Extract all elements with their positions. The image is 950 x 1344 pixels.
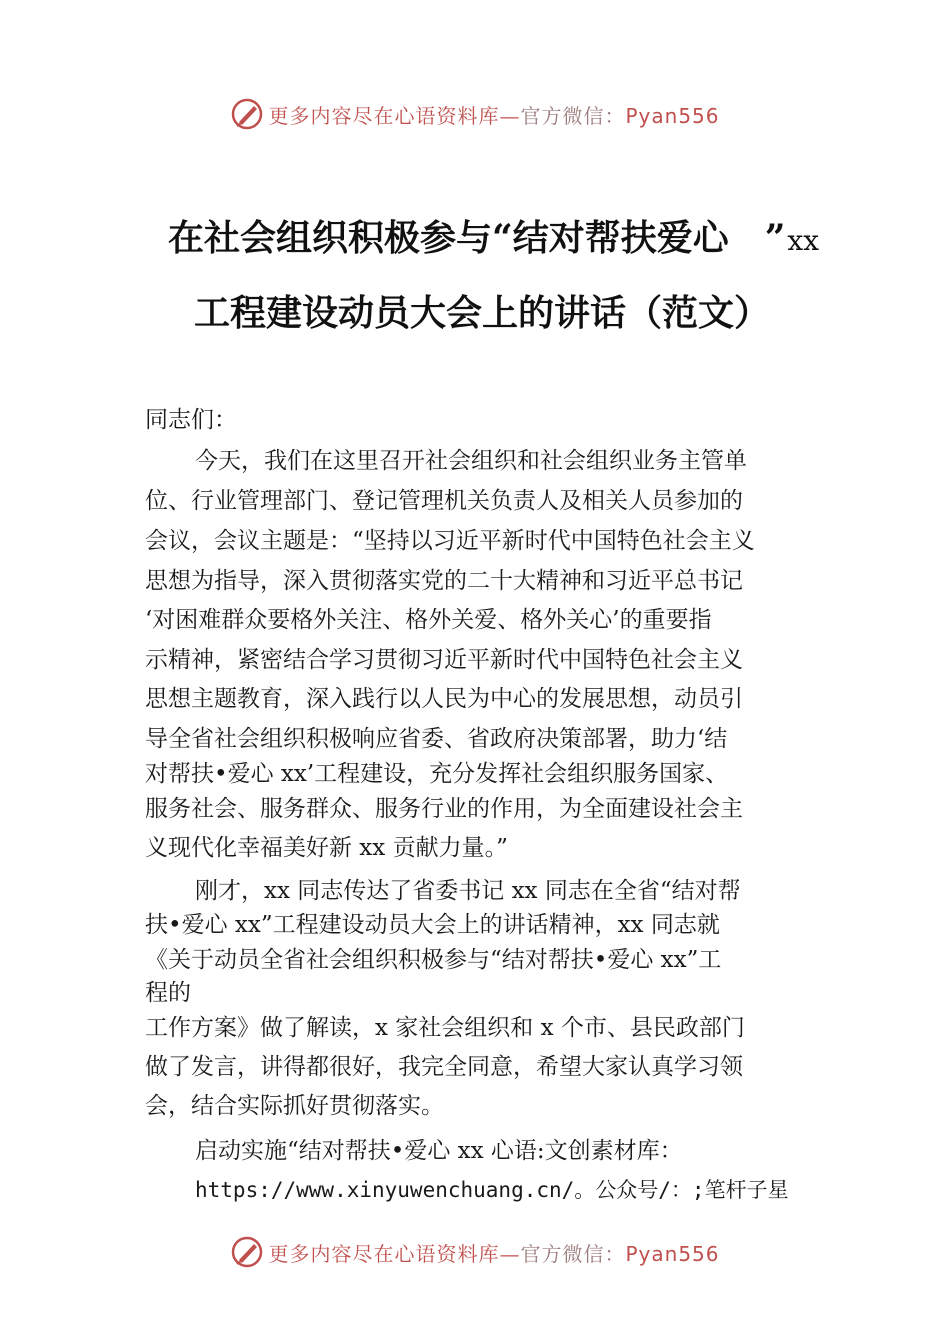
paragraph-line: 会议，会议主题是：“坚持以习近平新时代中国特色社会主义 xyxy=(145,528,755,554)
paragraph-line: 程的 xyxy=(145,980,191,1006)
paragraph-line: 思想主题教育，深入践行以人民为中心的发展思想，动员引 xyxy=(145,686,743,712)
paragraph-line: ‘对困难群众要格外关注、格外关爱、格外关心’的重要指 xyxy=(145,607,712,633)
paragraph-line: 服务社会、服务群众、服务行业的作用，为全面建设社会主 xyxy=(145,796,743,822)
paragraph-line: 会，结合实际抓好贯彻落实。 xyxy=(145,1093,444,1119)
pen-seal-icon xyxy=(230,97,264,131)
banner-dash: — xyxy=(499,1241,521,1266)
paragraph-line: 思想为指导，深入贯彻落实党的二十大精神和习近平总书记 xyxy=(145,568,743,594)
banner-text xyxy=(268,100,719,129)
title-line-1 xyxy=(168,210,950,261)
banner-main: 更多内容尽在心语资料库 xyxy=(268,1241,500,1266)
paragraph-line: 示精神，紧密结合学习贯彻习近平新时代中国特色社会主义 xyxy=(145,647,743,673)
banner-text xyxy=(268,1238,719,1267)
paragraph-line: 义现代化幸福美好新 xx 贡献力量。” xyxy=(145,835,508,861)
paragraph-line: 《关于动员全省社会组织积极参与“结对帮扶•爱心 xx”工 xyxy=(145,947,722,973)
paragraph-line-url: https://www.xinyuwenchuang.cn/。公众号/：;笔杆子星 xyxy=(195,1178,789,1202)
title-line-1-text: 在社会组织积极参与“结对帮扶爱心 ” xyxy=(168,217,786,259)
title-line-2: 工程建设动员大会上的讲话（范文） xyxy=(194,292,771,334)
banner-dash: — xyxy=(499,103,521,128)
paragraph-line: 扶•爱心 xx”工程建设动员大会上的讲话精神，xx 同志就 xyxy=(145,912,720,938)
banner-label: 官方微信： xyxy=(520,103,626,128)
banner-wechat-id: Pyan556 xyxy=(625,103,720,128)
paragraph-line: 导全省社会组织积极响应省委、省政府决策部署，助力‘结 xyxy=(145,726,728,752)
paragraph-line: 今天，我们在这里召开社会组织和社会组织业务主管单 xyxy=(195,448,747,474)
paragraph-line: 对帮扶•爱心 xx’工程建设，充分发挥社会组织服务国家、 xyxy=(145,761,729,787)
paragraph-line: 启动实施“结对帮扶•爱心 xx 心语:文创素材库： xyxy=(195,1138,683,1164)
banner-wechat-id: Pyan556 xyxy=(625,1241,720,1266)
footer-banner xyxy=(0,1232,950,1272)
paragraph-line: 刚才，xx 同志传达了省委书记 xx 同志在全省“结对帮 xyxy=(195,878,741,904)
paragraph-line: 工作方案》做了解读，x 家社会组织和 x 个市、县民政部门 xyxy=(145,1015,745,1041)
header-banner xyxy=(0,94,950,134)
banner-label: 官方微信： xyxy=(520,1241,626,1266)
pen-seal-icon xyxy=(230,1235,264,1269)
paragraph-line: 位、行业管理部门、登记管理机关负责人及相关人员参加的 xyxy=(145,488,743,514)
paragraph-line: 做了发言，讲得都很好，我完全同意，希望大家认真学习领 xyxy=(145,1054,743,1080)
banner-main: 更多内容尽在心语资料库 xyxy=(268,103,500,128)
title-line-1-suffix: xx xyxy=(787,224,820,257)
salutation: 同志们： xyxy=(145,407,237,433)
